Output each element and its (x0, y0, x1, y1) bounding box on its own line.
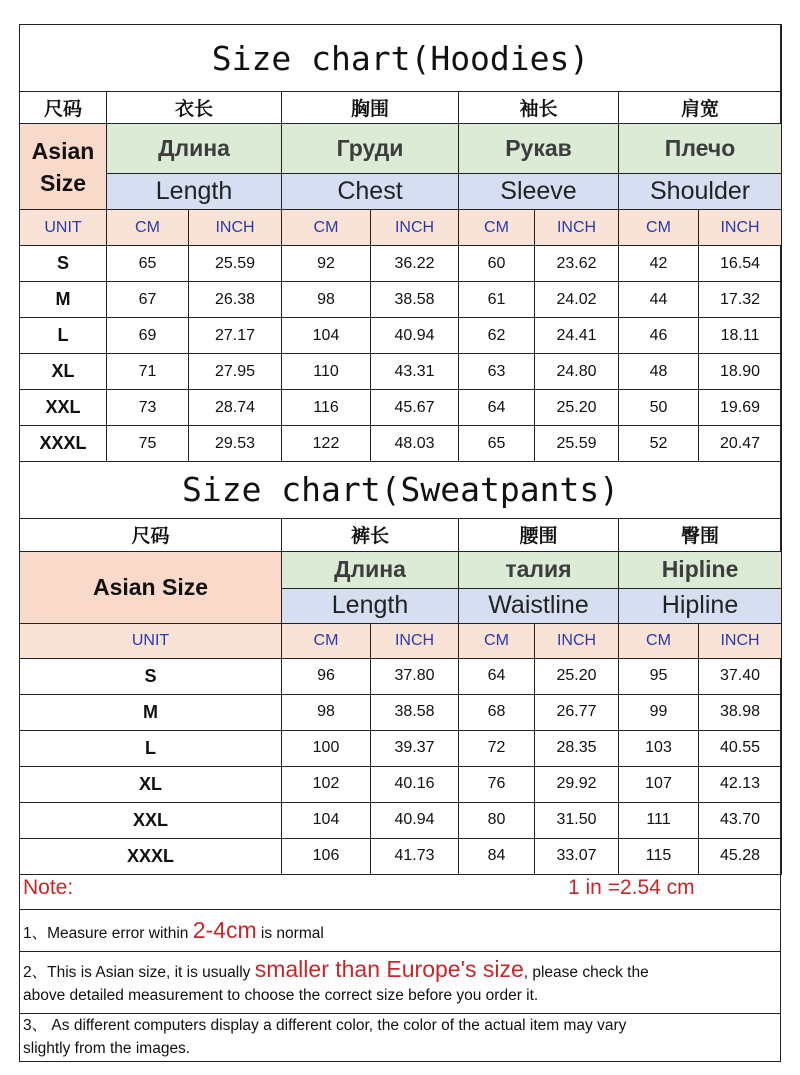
measurement-cell: 67 (107, 282, 189, 318)
hoodies-size-table (19, 24, 782, 462)
size-label: L (20, 730, 282, 766)
measurement-cell: 29.53 (189, 426, 282, 462)
note-divider (19, 909, 781, 910)
hoodies-en-shoulder: Shoulder (619, 174, 782, 210)
unit-cell: INCH (699, 623, 782, 658)
measurement-cell: 31.50 (535, 802, 619, 838)
size-label: M (20, 694, 282, 730)
size-label: XL (20, 766, 282, 802)
measurement-cell: 64 (459, 658, 535, 694)
measurement-cell: 18.90 (699, 354, 782, 390)
measurement-cell: 25.20 (535, 390, 619, 426)
sweatpants-unit-row (20, 623, 782, 658)
measurement-cell: 18.11 (699, 318, 782, 354)
measurement-cell: 111 (619, 802, 699, 838)
measurement-cell: 98 (282, 282, 371, 318)
measurement-cell: 17.32 (699, 282, 782, 318)
unit-cell: CM (282, 210, 371, 246)
measurement-cell: 27.17 (189, 318, 282, 354)
measurement-cell: 40.94 (371, 318, 459, 354)
measurement-cell: 65 (107, 246, 189, 282)
size-label: XXXL (20, 426, 107, 462)
note-2-highlight: smaller than Europe's size (254, 956, 524, 982)
note-2-text-c: , please check the (523, 964, 649, 981)
sweatpants-cn-length: 裤长 (282, 518, 459, 551)
sweatpants-asian-size: Asian Size (20, 551, 282, 623)
hoodies-cn-shoulder: 肩宽 (619, 92, 782, 124)
measurement-cell: 42 (619, 246, 699, 282)
sweatpants-en-length: Length (282, 588, 459, 623)
hoodies-size-row (20, 354, 782, 390)
size-label: S (20, 658, 282, 694)
sweatpants-en-hip: Hipline (619, 588, 782, 623)
note-title: Note: (23, 876, 74, 899)
hoodies-cn-sleeve: 袖长 (459, 92, 619, 124)
measurement-cell: 84 (459, 838, 535, 874)
measurement-cell: 45.67 (371, 390, 459, 426)
note-2-text-a: 2、This is Asian size, it is usually (23, 964, 255, 981)
sweatpants-ru-waist: талия (459, 551, 619, 588)
size-label: XXXL (20, 838, 282, 874)
measurement-cell: 75 (107, 426, 189, 462)
sweatpants-size-row (20, 766, 782, 802)
unit-cell: INCH (371, 210, 459, 246)
sweatpants-ru-hip: Hipline (619, 551, 782, 588)
measurement-cell: 52 (619, 426, 699, 462)
measurement-cell: 104 (282, 318, 371, 354)
hoodies-en-sleeve: Sleeve (459, 174, 619, 210)
unit-cell: INCH (189, 210, 282, 246)
measurement-cell: 25.59 (189, 246, 282, 282)
hoodies-ru-shoulder: Плечо (619, 124, 782, 174)
unit-conversion-note: 1 in =2.54 cm (568, 876, 695, 899)
sweatpants-size-row (20, 802, 782, 838)
measurement-cell: 76 (459, 766, 535, 802)
measurement-cell: 16.54 (699, 246, 782, 282)
measurement-cell: 48.03 (371, 426, 459, 462)
hoodies-ru-sleeve: Рукав (459, 124, 619, 174)
hoodies-en-chest: Chest (282, 174, 459, 210)
size-label: M (20, 282, 107, 318)
note-item-3: 3、 As different computers display a different color, the color of the actual item may vary (23, 1017, 627, 1034)
measurement-cell: 95 (619, 658, 699, 694)
measurement-cell: 37.40 (699, 658, 782, 694)
size-label: XXL (20, 390, 107, 426)
measurement-cell: 43.70 (699, 802, 782, 838)
unit-cell: INCH (699, 210, 782, 246)
measurement-cell: 43.31 (371, 354, 459, 390)
measurement-cell: 106 (282, 838, 371, 874)
unit-cell: INCH (371, 623, 459, 658)
measurement-cell: 26.77 (535, 694, 619, 730)
measurement-cell: 72 (459, 730, 535, 766)
measurement-cell: 102 (282, 766, 371, 802)
measurement-cell: 29.92 (535, 766, 619, 802)
hoodies-asian-size: Asian Size (20, 124, 107, 210)
measurement-cell: 98 (282, 694, 371, 730)
unit-cell: UNIT (20, 210, 107, 246)
unit-cell: UNIT (20, 623, 282, 658)
measurement-cell: 46 (619, 318, 699, 354)
measurement-cell: 116 (282, 390, 371, 426)
measurement-cell: 68 (459, 694, 535, 730)
measurement-cell: 24.02 (535, 282, 619, 318)
measurement-cell: 103 (619, 730, 699, 766)
unit-cell: CM (282, 623, 371, 658)
measurement-cell: 110 (282, 354, 371, 390)
note-item-1 (23, 918, 773, 946)
unit-cell: CM (459, 623, 535, 658)
hoodies-ru-chest: Груди (282, 124, 459, 174)
measurement-cell: 33.07 (535, 838, 619, 874)
measurement-cell: 24.80 (535, 354, 619, 390)
measurement-cell: 64 (459, 390, 535, 426)
note-1-text-c: is normal (256, 925, 324, 942)
measurement-cell: 26.38 (189, 282, 282, 318)
measurement-cell: 80 (459, 802, 535, 838)
hoodies-size-row (20, 246, 782, 282)
measurement-cell: 40.16 (371, 766, 459, 802)
sweatpants-size-row (20, 730, 782, 766)
measurement-cell: 50 (619, 390, 699, 426)
sweatpants-size-row (20, 658, 782, 694)
sweatpants-size-row (20, 694, 782, 730)
measurement-cell: 92 (282, 246, 371, 282)
sweatpants-ru-length: Длина (282, 551, 459, 588)
hoodies-size-row (20, 282, 782, 318)
size-label: S (20, 246, 107, 282)
unit-cell: CM (459, 210, 535, 246)
hoodies-size-row (20, 390, 782, 426)
measurement-cell: 25.20 (535, 658, 619, 694)
measurement-cell: 28.35 (535, 730, 619, 766)
note-item-2-cont: above detailed measurement to choose the correct size before you order it. (23, 987, 539, 1004)
measurement-cell: 62 (459, 318, 535, 354)
measurement-cell: 38.58 (371, 282, 459, 318)
hoodies-title: Size chart(Hoodies) (20, 25, 782, 92)
measurement-cell: 24.41 (535, 318, 619, 354)
measurement-cell: 38.98 (699, 694, 782, 730)
sweatpants-cn-size: 尺码 (20, 518, 282, 551)
measurement-cell: 23.62 (535, 246, 619, 282)
hoodies-cn-chest: 胸围 (282, 92, 459, 124)
size-label: L (20, 318, 107, 354)
measurement-cell: 41.73 (371, 838, 459, 874)
measurement-cell: 73 (107, 390, 189, 426)
measurement-cell: 96 (282, 658, 371, 694)
hoodies-ru-length: Длина (107, 124, 282, 174)
measurement-cell: 19.69 (699, 390, 782, 426)
measurement-cell: 99 (619, 694, 699, 730)
measurement-cell: 60 (459, 246, 535, 282)
measurement-cell: 61 (459, 282, 535, 318)
hoodies-cn-size: 尺码 (20, 92, 107, 124)
sweatpants-cn-waist: 腰围 (459, 518, 619, 551)
unit-cell: INCH (535, 623, 619, 658)
measurement-cell: 107 (619, 766, 699, 802)
hoodies-size-row (20, 318, 782, 354)
unit-cell: CM (619, 210, 699, 246)
hoodies-unit-row (20, 210, 782, 246)
measurement-cell: 25.59 (535, 426, 619, 462)
measurement-cell: 71 (107, 354, 189, 390)
measurement-cell: 63 (459, 354, 535, 390)
measurement-cell: 36.22 (371, 246, 459, 282)
measurement-cell: 65 (459, 426, 535, 462)
measurement-cell: 38.58 (371, 694, 459, 730)
note-divider (19, 951, 781, 952)
measurement-cell: 40.55 (699, 730, 782, 766)
note-item-2 (23, 957, 773, 985)
size-label: XL (20, 354, 107, 390)
note-1-text-a: 1、Measure error within (23, 925, 193, 942)
sweatpants-size-row (20, 838, 782, 874)
measurement-cell: 37.80 (371, 658, 459, 694)
measurement-cell: 39.37 (371, 730, 459, 766)
sweatpants-title: Size chart(Sweatpants) (20, 462, 782, 518)
unit-cell: INCH (535, 210, 619, 246)
measurement-cell: 115 (619, 838, 699, 874)
unit-cell: CM (107, 210, 189, 246)
measurement-cell: 45.28 (699, 838, 782, 874)
measurement-cell: 69 (107, 318, 189, 354)
sweatpants-en-waist: Waistline (459, 588, 619, 623)
measurement-cell: 27.95 (189, 354, 282, 390)
measurement-cell: 40.94 (371, 802, 459, 838)
size-label: XXL (20, 802, 282, 838)
note-item-3-cont: slightly from the images. (23, 1040, 191, 1057)
measurement-cell: 20.47 (699, 426, 782, 462)
hoodies-en-length: Length (107, 174, 282, 210)
note-1-highlight: 2-4cm (192, 917, 257, 943)
measurement-cell: 122 (282, 426, 371, 462)
measurement-cell: 42.13 (699, 766, 782, 802)
measurement-cell: 104 (282, 802, 371, 838)
measurement-cell: 100 (282, 730, 371, 766)
sweatpants-size-table (19, 462, 782, 875)
hoodies-cn-length: 衣长 (107, 92, 282, 124)
measurement-cell: 44 (619, 282, 699, 318)
measurement-cell: 28.74 (189, 390, 282, 426)
hoodies-size-row (20, 426, 782, 462)
unit-cell: CM (619, 623, 699, 658)
measurement-cell: 48 (619, 354, 699, 390)
sweatpants-cn-hip: 臀围 (619, 518, 782, 551)
